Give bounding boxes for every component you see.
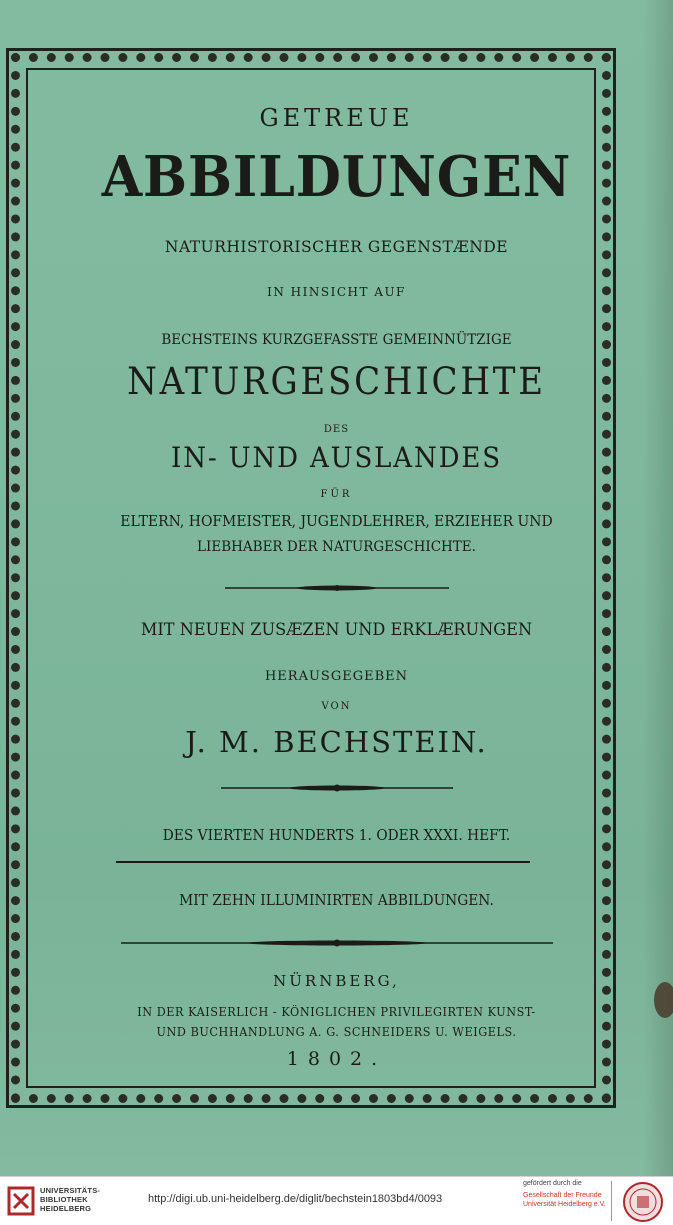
digitization-footer bbox=[0, 1176, 673, 1225]
library-name-line: BIBLIOTHEK bbox=[40, 1195, 88, 1204]
rule-line-1 bbox=[116, 861, 530, 863]
ornamental-rule-1 bbox=[0, 583, 673, 593]
border-inner-rule bbox=[26, 68, 596, 1088]
title-line-getreue: GETREUE bbox=[259, 104, 414, 132]
title-line-buchhandlung: UND BUCHHANDLUNG A. G. SCHNEIDERS U. WEIGELS. bbox=[156, 1025, 517, 1039]
footer-divider bbox=[611, 1181, 612, 1221]
title-line-von: VON bbox=[321, 701, 352, 712]
title-line-mit-neuen: MIT NEUEN ZUSÆZEN UND ERKLÆRUNGEN bbox=[140, 620, 533, 640]
sponsor-name-line: Gesellschaft der Freunde bbox=[523, 1192, 602, 1199]
title-line-fuer: FÜR bbox=[320, 489, 353, 500]
title-line-year: 1802. bbox=[286, 1048, 387, 1070]
library-logo-icon[interactable] bbox=[6, 1185, 36, 1217]
title-line-naturhistorischer: NATURHISTORISCHER GEGENSTÆNDE bbox=[164, 238, 509, 256]
sponsor-label: gefördert durch die bbox=[523, 1180, 582, 1187]
sponsor-name[interactable] bbox=[523, 1191, 606, 1209]
library-name bbox=[40, 1186, 100, 1213]
title-line-in-und-auslandes: IN- UND AUSLANDES bbox=[171, 441, 502, 474]
title-line-mit-zehn: MIT ZEHN ILLUMINIRTEN ABBILDUNGEN. bbox=[179, 893, 494, 909]
title-line-eltern: ELTERN, HOFMEISTER, JUGENDLEHRER, ERZIEHER UND bbox=[120, 512, 553, 530]
permalink-url[interactable]: http://digi.ub.uni-heidelberg.de/diglit/bechstein1803bd4/0093 bbox=[148, 1193, 443, 1205]
title-line-kaiserlich: IN DER KAISERLICH - KÖNIGLICHEN PRIVILEGIRTEN KUNST- bbox=[137, 1005, 536, 1019]
university-seal-icon[interactable] bbox=[622, 1181, 664, 1223]
title-line-naturgeschichte: NATURGESCHICHTE bbox=[127, 360, 546, 403]
title-line-nuernberg: NÜRNBERG, bbox=[273, 972, 400, 990]
library-name-line: UNIVERSITÄTS- bbox=[40, 1186, 101, 1195]
title-line-des: DES bbox=[323, 424, 350, 435]
title-line-bechstein: J. M. BECHSTEIN. bbox=[185, 725, 488, 759]
title-line-liebhaber: LIEBHABER DER NATURGESCHICHTE. bbox=[197, 539, 476, 555]
library-name-line: HEIDELBERG bbox=[40, 1204, 92, 1213]
title-line-des-vierten: DES VIERTEN HUNDERTS 1. ODER XXXI. HEFT. bbox=[162, 828, 511, 844]
title-line-herausgegeben: HERAUSGEGEBEN bbox=[264, 669, 409, 684]
sponsor-name-line: Universität Heidelberg e.V. bbox=[523, 1201, 606, 1208]
ornamental-rule-2 bbox=[0, 783, 673, 793]
title-line-abbildungen: ABBILDUNGEN bbox=[101, 144, 572, 210]
title-line-in-hinsicht: IN HINSICHT AUF bbox=[267, 285, 406, 299]
title-line-bechsteins: BECHSTEINS KURZGEFASSTE GEMEINNÜTZIGE bbox=[161, 332, 512, 348]
ornamental-rule-3 bbox=[0, 938, 673, 948]
